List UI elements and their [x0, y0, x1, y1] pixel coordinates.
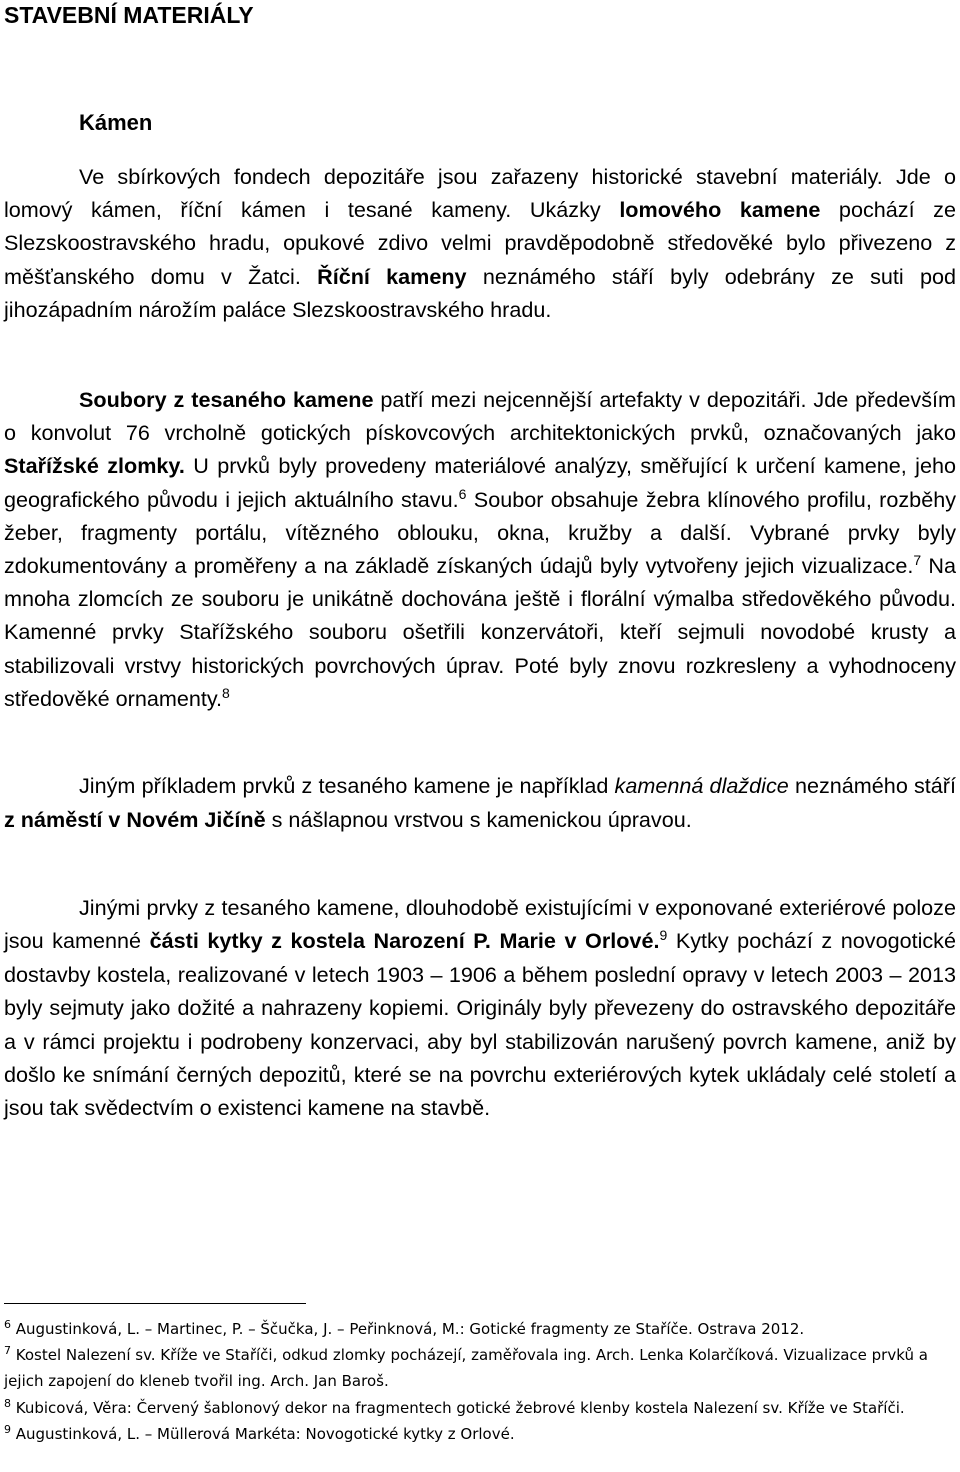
footnote-number: 6 [4, 1318, 11, 1331]
paragraph-lomovy-kamen [4, 160, 956, 326]
bold-term-soubory: Soubory z tesaného kamene [79, 387, 374, 412]
footnote-number: 7 [4, 1344, 11, 1358]
footnote-text: Kubicová, Věra: Červený šablonový dekor na fragmentech gotické žebrové klenby kostela Nalezení sv. Kříže ve Staříči. [11, 1398, 905, 1417]
text-run: Jinými prvky z tesaného kamene, dlouhodobě existujícími v exponované exteriérové poloze jsou kamenné [4, 895, 956, 954]
footnote-6 [4, 1316, 956, 1342]
footnotes [4, 1316, 956, 1447]
footnote-text: Kostel Nalezení sv. Kříže ve Staříči, odkud zlomky pocházejí, zaměřovala ing. Arch. Lenka Kolarčíková. Vizualizace prvků a jejich zapojení do kleneb tvořil ing. Arch. Jan Baroš. [4, 1346, 928, 1391]
text-run: Kytky pochází z novogotické dostavby kostela, realizované v letech 1903 – 1906 a během poslední opravy v letech 2003 – 2013 byly sejmuty jako dožité a nahrazeny kopiemi. Originály byly převezeny do ostravského depozitáře a v rámci projektu i podrobeny konzervaci, aby byl stabilizován narušený povrch kamene, aniž by došlo ke snímání černých depozitů, které se na povrchu exteriérových kytek ukládaly celé století a jsou tak svědectvím o existenci kamene na stavbě. [4, 928, 956, 1121]
text-run: Jiným příkladem prvků z tesaného kamene je například [79, 773, 615, 798]
text-run: U prvků byly provedeny materiálové analýzy, směřující k určení kamene, jeho geografického původu i jejich aktuálního stavu. [4, 453, 956, 512]
paragraph-kytky [4, 891, 956, 1125]
bold-term-zlomky: Stařížské zlomky. [4, 453, 185, 479]
footnote-9 [4, 1421, 956, 1447]
text-run: Soubor obsahuje žebra klínového profilu, rozběhy žeber, fragmenty portálu, vítězného oblouku, okna, kružby a další. Vybrané prvky byly zdokumentovány a proměřeny a na základě získaných údajů byly vytvořeny jejich vizualizace. [4, 486, 957, 579]
document-title: STAVEBNÍ MATERIÁLY [4, 2, 254, 28]
footnote-text: Augustinková, L. – Müllerová Markéta: Novogotické kytky z Orlové. [11, 1424, 515, 1443]
bold-term-lomovy-kamen: lomového kamene [619, 197, 821, 223]
footnote-7 [4, 1342, 956, 1394]
bold-term-ricni-kameny: Říční kameny [317, 263, 467, 289]
footnote-ref-8[interactable]: 8 [222, 684, 230, 701]
footnote-ref-7[interactable]: 7 [913, 551, 922, 568]
footnote-8 [4, 1395, 956, 1421]
section-heading: Kámen [79, 110, 153, 135]
footnote-ref-6[interactable]: 6 [458, 485, 467, 502]
text-run: neznámého stáří byly odebrány ze suti pod jihozápadním nárožím paláce Slezskoostravského hradu. [4, 263, 956, 322]
text-run: pochází ze Slezskoostravského hradu, opukové zdivo velmi pravděpodobně středověké bylo přivezeno z měšťanského domu v Žatci. [4, 197, 956, 289]
footnote-ref-9[interactable]: 9 [659, 927, 668, 944]
bold-term-novy-jicin: z náměstí v Novém Jičíně [4, 807, 266, 832]
footnote-number: 9 [4, 1422, 11, 1436]
footnote-number: 8 [4, 1396, 11, 1410]
paragraph-dlazdice [4, 769, 956, 837]
text-run: Na mnoha zlomcích ze souboru je unikátně dochována ještě i florální výmalba středověkého původu. Kamenné prvky Stařížského souboru ošetřili konzervátoři, kteří sejmuli novodobé krusty a stabilizovali vrstvy historických povrchových úprav. Poté byly znovu rozkresleny a vyhodnoceny středověké ornamenty. [4, 553, 956, 711]
italic-term-dlazdice: kamenná dlaždice [614, 773, 789, 798]
text-run: patří mezi nejcennější artefakty v depozitáři. Jde především o konvolut 76 vrcholně gotických pískovcových architektonických prvků, označovaných jako [4, 387, 956, 446]
bold-term-kytky-orlova: části kytky z kostela Narození P. Marie v Orlové. [149, 928, 660, 954]
paragraph-tesany-kamen [4, 383, 956, 715]
text-run: Ve sbírkových fondech depozitáře jsou zařazeny historické stavební materiály. Jde o lomový kámen, říční kámen i tesané kameny. Ukázky [4, 164, 956, 223]
footnote-text: Augustinková, L. – Martinec, P. – Ščučka, J. – Peřinknová, M.: Gotické fragmenty ze Staříče. Ostrava 2012. [11, 1320, 805, 1338]
text-run: neznámého stáří [788, 773, 957, 798]
text-run: s nášlapnou vrstvou s kamenickou úpravou. [265, 807, 692, 832]
footnote-separator [4, 1303, 306, 1304]
